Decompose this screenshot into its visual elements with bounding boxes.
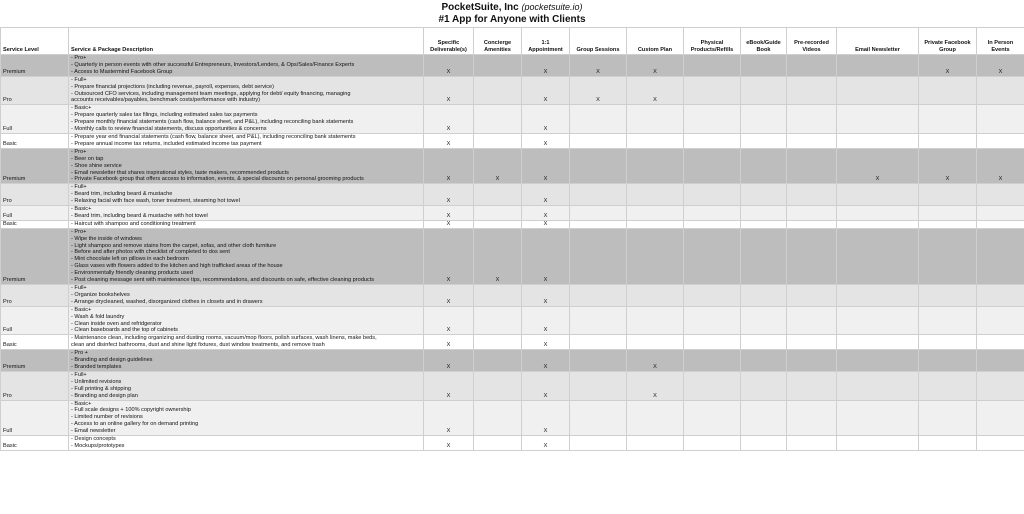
header-row — [1, 28, 1024, 55]
description-cell[interactable] — [69, 400, 424, 436]
description-line: - Prepare quarterly sales tax filings, including estimated sales tax payments — [71, 112, 258, 119]
description-line: - Full+ — [71, 371, 87, 378]
table-row — [1, 76, 1024, 105]
feature-mark-cell[interactable] — [741, 335, 787, 350]
feature-mark-cell[interactable] — [570, 371, 627, 400]
feature-mark-cell[interactable] — [474, 350, 522, 372]
feature-mark-cell[interactable] — [977, 133, 1024, 148]
feature-mark-cell[interactable] — [787, 228, 837, 284]
feature-mark-cell[interactable] — [684, 133, 741, 148]
feature-mark-cell[interactable] — [741, 76, 787, 105]
service-level-cell[interactable]: Basic — [1, 436, 69, 451]
service-level-cell[interactable]: Premium — [1, 148, 69, 184]
feature-mark-cell[interactable] — [627, 335, 684, 350]
description-cell[interactable] — [69, 285, 424, 307]
feature-mark-cell[interactable]: X — [522, 76, 570, 105]
description-line: - Limited number of revisions — [71, 414, 143, 421]
table-body — [1, 55, 1024, 451]
description-line: - Organize bookshelves — [71, 291, 130, 298]
feature-mark-cell[interactable] — [627, 436, 684, 451]
column-header[interactable]: Private Facebook Group — [919, 28, 977, 55]
description-cell[interactable] — [69, 105, 424, 134]
description-cell[interactable] — [69, 335, 424, 350]
table-row — [1, 148, 1024, 184]
description-line: - Shoe shine service — [71, 162, 122, 169]
feature-mark-cell[interactable]: X — [522, 206, 570, 221]
feature-mark-cell[interactable] — [977, 206, 1024, 221]
feature-mark-cell[interactable] — [570, 228, 627, 284]
table-row — [1, 306, 1024, 335]
feature-mark-cell[interactable] — [684, 148, 741, 184]
description-line: - Access to Mastermind Facebook Group — [71, 68, 173, 75]
description-cell[interactable] — [69, 350, 424, 372]
feature-mark-cell[interactable] — [741, 148, 787, 184]
feature-mark-cell[interactable]: X — [424, 400, 474, 436]
feature-mark-cell[interactable]: X — [522, 220, 570, 228]
feature-mark-cell[interactable] — [570, 220, 627, 228]
feature-mark-cell[interactable] — [837, 371, 919, 400]
service-level-cell[interactable]: Pro — [1, 76, 69, 105]
feature-mark-cell[interactable]: X — [522, 184, 570, 206]
table-row — [1, 335, 1024, 350]
feature-mark-cell[interactable] — [837, 206, 919, 221]
description-line: - Mint chocolate left on pillows in each bedroom — [71, 256, 189, 263]
feature-mark-cell[interactable]: X — [627, 350, 684, 372]
feature-mark-cell[interactable]: X — [522, 350, 570, 372]
feature-mark-cell[interactable] — [741, 306, 787, 335]
service-level-cell[interactable]: Pro — [1, 184, 69, 206]
feature-mark-cell[interactable] — [977, 228, 1024, 284]
description-line: - Design concepts — [71, 436, 116, 443]
feature-mark-cell[interactable] — [787, 105, 837, 134]
feature-mark-cell[interactable]: X — [570, 76, 627, 105]
feature-mark-cell[interactable] — [787, 350, 837, 372]
description-line: - Before and after photos with checklist of completed to dos sent — [71, 249, 230, 256]
feature-mark-cell[interactable]: X — [522, 133, 570, 148]
feature-mark-cell[interactable] — [474, 55, 522, 77]
feature-mark-cell[interactable]: X — [424, 105, 474, 134]
feature-mark-cell[interactable]: X — [522, 335, 570, 350]
feature-mark-cell[interactable] — [919, 371, 977, 400]
description-line: - Basic+ — [71, 105, 92, 112]
column-header[interactable]: Pre-recorded Videos — [787, 28, 837, 55]
feature-mark-cell[interactable] — [627, 105, 684, 134]
table-row — [1, 55, 1024, 77]
description-line: - Basic+ — [71, 306, 92, 313]
feature-mark-cell[interactable] — [919, 228, 977, 284]
feature-mark-cell[interactable] — [977, 220, 1024, 228]
feature-mark-cell[interactable] — [837, 400, 919, 436]
service-level-cell[interactable]: Basic — [1, 133, 69, 148]
feature-mark-cell[interactable] — [837, 306, 919, 335]
table-row — [1, 206, 1024, 221]
feature-mark-cell[interactable] — [741, 436, 787, 451]
feature-mark-cell[interactable] — [684, 285, 741, 307]
table-row — [1, 350, 1024, 372]
description-line: - Branding and design plan — [71, 392, 138, 399]
service-level-cell[interactable]: Full — [1, 306, 69, 335]
feature-mark-cell[interactable] — [627, 228, 684, 284]
feature-mark-cell[interactable] — [570, 350, 627, 372]
feature-mark-cell[interactable] — [919, 285, 977, 307]
feature-mark-cell[interactable] — [627, 306, 684, 335]
column-header[interactable]: Service & Package Description — [69, 28, 424, 55]
feature-mark-cell[interactable] — [684, 76, 741, 105]
description-line: - Beer on tap — [71, 155, 104, 162]
feature-mark-cell[interactable] — [919, 350, 977, 372]
feature-mark-cell[interactable] — [474, 371, 522, 400]
feature-mark-cell[interactable] — [627, 285, 684, 307]
company-name: PocketSuite, Inc — [441, 2, 519, 13]
table-row — [1, 184, 1024, 206]
feature-mark-cell[interactable]: X — [522, 306, 570, 335]
feature-mark-cell[interactable] — [570, 335, 627, 350]
feature-mark-cell[interactable] — [837, 184, 919, 206]
description-line: - Full+ — [71, 76, 87, 83]
description-line: - Outsourced CFO services, including management team meetings, applying for debt/ equity financing, managing — [71, 90, 351, 97]
feature-mark-cell[interactable] — [741, 105, 787, 134]
column-header[interactable]: In Person Events — [977, 28, 1024, 55]
description-cell[interactable] — [69, 371, 424, 400]
feature-mark-cell[interactable] — [837, 350, 919, 372]
feature-mark-cell[interactable] — [570, 133, 627, 148]
feature-mark-cell[interactable]: X — [424, 220, 474, 228]
feature-mark-cell[interactable]: X — [424, 55, 474, 77]
feature-mark-cell[interactable] — [570, 285, 627, 307]
feature-mark-cell[interactable] — [684, 436, 741, 451]
feature-mark-cell[interactable] — [627, 184, 684, 206]
feature-mark-cell[interactable] — [919, 76, 977, 105]
service-level-cell[interactable]: Premium — [1, 350, 69, 372]
feature-mark-cell[interactable]: X — [424, 335, 474, 350]
service-level-cell[interactable]: Pro — [1, 285, 69, 307]
feature-mark-cell[interactable] — [627, 206, 684, 221]
feature-mark-cell[interactable] — [627, 148, 684, 184]
feature-mark-cell[interactable]: X — [837, 148, 919, 184]
feature-mark-cell[interactable] — [741, 55, 787, 77]
description-cell[interactable] — [69, 184, 424, 206]
feature-mark-cell[interactable]: X — [424, 371, 474, 400]
feature-mark-cell[interactable] — [741, 228, 787, 284]
feature-mark-cell[interactable] — [741, 400, 787, 436]
feature-mark-cell[interactable]: X — [522, 285, 570, 307]
feature-mark-cell[interactable]: X — [522, 148, 570, 184]
description-cell[interactable] — [69, 220, 424, 228]
description-line: - Environmentally friendly cleaning products used — [71, 270, 193, 277]
column-header[interactable]: Service Level — [1, 28, 69, 55]
description-cell[interactable] — [69, 206, 424, 221]
column-header[interactable]: Physical Products/Refills — [684, 28, 741, 55]
feature-mark-cell[interactable] — [787, 400, 837, 436]
description-line: - Wipe the inside of windows — [71, 235, 142, 242]
feature-mark-cell[interactable]: X — [474, 228, 522, 284]
feature-mark-cell[interactable] — [919, 105, 977, 134]
description-line: - Branding and design guidelines — [71, 357, 153, 364]
feature-mark-cell[interactable] — [787, 220, 837, 228]
feature-mark-cell[interactable]: X — [424, 206, 474, 221]
feature-mark-cell[interactable]: X — [424, 306, 474, 335]
feature-mark-cell[interactable] — [787, 285, 837, 307]
feature-mark-cell[interactable] — [474, 105, 522, 134]
table-row — [1, 436, 1024, 451]
feature-mark-cell[interactable] — [787, 371, 837, 400]
company-url: (pocketsuite.io) — [521, 2, 583, 12]
service-level-cell[interactable]: Full — [1, 400, 69, 436]
feature-mark-cell[interactable] — [684, 184, 741, 206]
description-line: - Haircut with shampoo and conditioning treatment — [71, 220, 196, 227]
description-line: - Mockups/prototypes — [71, 442, 125, 449]
feature-mark-cell[interactable] — [627, 133, 684, 148]
service-table — [0, 27, 1024, 451]
feature-mark-cell[interactable] — [787, 335, 837, 350]
feature-mark-cell[interactable] — [787, 184, 837, 206]
feature-mark-cell[interactable] — [741, 220, 787, 228]
feature-mark-cell[interactable] — [919, 306, 977, 335]
feature-mark-cell[interactable] — [684, 400, 741, 436]
feature-mark-cell[interactable]: X — [570, 55, 627, 77]
feature-mark-cell[interactable] — [787, 133, 837, 148]
feature-mark-cell[interactable] — [684, 371, 741, 400]
feature-mark-cell[interactable] — [474, 220, 522, 228]
feature-mark-cell[interactable] — [627, 400, 684, 436]
feature-mark-cell[interactable] — [977, 184, 1024, 206]
feature-mark-cell[interactable] — [919, 184, 977, 206]
feature-mark-cell[interactable] — [741, 285, 787, 307]
feature-mark-cell[interactable] — [919, 133, 977, 148]
description-line: - Pro + — [71, 350, 88, 357]
service-level-cell[interactable]: Premium — [1, 228, 69, 284]
feature-mark-cell[interactable] — [977, 436, 1024, 451]
feature-mark-cell[interactable] — [570, 148, 627, 184]
feature-mark-cell[interactable] — [837, 133, 919, 148]
column-header[interactable]: Custom Plan — [627, 28, 684, 55]
description-line: - Beard trim, including beard & mustache with hot towel — [71, 212, 208, 219]
feature-mark-cell[interactable] — [570, 436, 627, 451]
page-title — [0, 2, 1024, 13]
table-row — [1, 228, 1024, 284]
feature-mark-cell[interactable]: X — [424, 184, 474, 206]
feature-mark-cell[interactable]: X — [424, 148, 474, 184]
page-subtitle: #1 App for Anyone with Clients — [438, 14, 586, 25]
feature-mark-cell[interactable]: X — [424, 228, 474, 284]
description-line: - Full+ — [71, 184, 87, 191]
feature-mark-cell[interactable] — [919, 220, 977, 228]
feature-mark-cell[interactable] — [787, 148, 837, 184]
feature-mark-cell[interactable] — [787, 206, 837, 221]
description-line: - Private Facebook group that offers access to information, events, & special discounts on personal grooming products — [71, 176, 364, 183]
description-line: - Full printing & shipping — [71, 385, 132, 392]
description-line: - Prepare annual income tax returns, included estimated income tax payment — [71, 140, 262, 147]
column-header[interactable]: 1:1 Appointment — [522, 28, 570, 55]
description-line: - Email newsletter — [71, 428, 116, 435]
table-row — [1, 105, 1024, 134]
table-row — [1, 400, 1024, 436]
description-line: - Pro+ — [71, 148, 87, 155]
feature-mark-cell[interactable] — [684, 335, 741, 350]
feature-mark-cell[interactable]: X — [522, 400, 570, 436]
feature-mark-cell[interactable]: X — [424, 350, 474, 372]
description-cell[interactable] — [69, 55, 424, 77]
description-line: - Full+ — [71, 285, 87, 291]
feature-mark-cell[interactable] — [570, 105, 627, 134]
feature-mark-cell[interactable] — [684, 206, 741, 221]
feature-mark-cell[interactable]: X — [627, 76, 684, 105]
description-cell[interactable] — [69, 76, 424, 105]
feature-mark-cell[interactable] — [474, 400, 522, 436]
feature-mark-cell[interactable] — [474, 436, 522, 451]
table-row — [1, 133, 1024, 148]
description-line: - Unlimited revisions — [71, 378, 122, 385]
description-line: - Post cleaning message sent with maintenance tips, recommendations, and discounts on safe, effective cleaning products — [71, 277, 375, 284]
column-header[interactable]: Group Sessions — [570, 28, 627, 55]
description-line: - Monthly calls to review financial statements, discuss opportunities & concerns — [71, 126, 267, 133]
feature-mark-cell[interactable] — [474, 306, 522, 335]
description-line: - Pro+ — [71, 228, 87, 235]
description-line: - Wash & fold laundry — [71, 313, 125, 320]
feature-mark-cell[interactable] — [570, 306, 627, 335]
description-cell[interactable] — [69, 133, 424, 148]
feature-mark-cell[interactable] — [977, 371, 1024, 400]
service-level-cell[interactable]: Full — [1, 105, 69, 134]
feature-mark-cell[interactable] — [684, 220, 741, 228]
description-line: - Quarterly in person events with other successful Entrepreneurs, Investors/Lenders, & Ops/Sales/Finance Experts — [71, 61, 355, 68]
description-line: - Prepare financial projections (including revenue, payroll, expenses, debt service) — [71, 83, 275, 90]
feature-mark-cell[interactable]: X — [522, 228, 570, 284]
column-header[interactable]: eBook/Guide Book — [741, 28, 787, 55]
description-line: - Basic+ — [71, 400, 92, 407]
service-level-cell[interactable]: Basic — [1, 220, 69, 228]
feature-mark-cell[interactable] — [919, 335, 977, 350]
description-line: - Clean inside oven and refridgerator — [71, 320, 162, 327]
feature-mark-cell[interactable]: X — [522, 55, 570, 77]
description-line: - Clean baseboards and the top of cabinets — [71, 327, 178, 334]
description-line: - Prepare year end financial statements (cash flow, balance sheet, and P&L), including reconciling bank statements — [71, 133, 356, 140]
description-line: accounts receivables/payables, benchmark costs/performance with industry) — [71, 97, 261, 104]
feature-mark-cell[interactable] — [741, 133, 787, 148]
feature-mark-cell[interactable] — [570, 400, 627, 436]
description-line: - Glass vases with flowers added to the kitchen and high trafficked areas of the house — [71, 263, 283, 270]
feature-mark-cell[interactable] — [741, 184, 787, 206]
feature-mark-cell[interactable] — [741, 206, 787, 221]
feature-mark-cell[interactable] — [570, 206, 627, 221]
description-line: - Basic+ — [71, 206, 92, 213]
feature-mark-cell[interactable]: X — [522, 371, 570, 400]
feature-mark-cell[interactable] — [977, 350, 1024, 372]
description-line: - Access to an online gallery for on demand printing — [71, 421, 199, 428]
feature-mark-cell[interactable] — [919, 206, 977, 221]
feature-mark-cell[interactable]: X — [424, 436, 474, 451]
feature-mark-cell[interactable] — [741, 371, 787, 400]
feature-mark-cell[interactable]: X — [919, 148, 977, 184]
service-level-cell[interactable]: Pro — [1, 371, 69, 400]
feature-mark-cell[interactable] — [977, 400, 1024, 436]
feature-mark-cell[interactable] — [474, 206, 522, 221]
feature-mark-cell[interactable] — [977, 335, 1024, 350]
feature-mark-cell[interactable]: X — [522, 105, 570, 134]
feature-mark-cell[interactable] — [684, 306, 741, 335]
feature-mark-cell[interactable]: X — [474, 148, 522, 184]
feature-mark-cell[interactable] — [837, 220, 919, 228]
description-cell[interactable] — [69, 306, 424, 335]
feature-mark-cell[interactable] — [741, 350, 787, 372]
description-line: - Pro+ — [71, 55, 87, 61]
feature-mark-cell[interactable] — [474, 76, 522, 105]
feature-mark-cell[interactable] — [837, 436, 919, 451]
feature-mark-cell[interactable] — [919, 436, 977, 451]
feature-mark-cell[interactable] — [837, 76, 919, 105]
feature-mark-cell[interactable] — [627, 220, 684, 228]
feature-mark-cell[interactable] — [977, 306, 1024, 335]
feature-mark-cell[interactable]: X — [424, 133, 474, 148]
description-line: - Light shampoo and remove stains from the carpet, sofas, and other cloth furniture — [71, 242, 277, 249]
feature-mark-cell[interactable] — [570, 184, 627, 206]
description-line: - Prepare monthly financial statements (cash flow, balance sheet, and P&L), including reconciling bank statements — [71, 119, 354, 126]
feature-mark-cell[interactable]: X — [424, 76, 474, 105]
service-level-cell[interactable]: Basic — [1, 335, 69, 350]
column-header[interactable]: Email Newsletter — [837, 28, 919, 55]
feature-mark-cell[interactable] — [977, 105, 1024, 134]
description-line: - Branded templates — [71, 363, 122, 370]
description-line: - Arrange drycleaned, washed, disorganized clothes in closets and in drawers — [71, 298, 263, 305]
feature-mark-cell[interactable] — [837, 228, 919, 284]
feature-mark-cell[interactable] — [684, 228, 741, 284]
description-line: - Relaxing facial with face wash, toner treatment, steaming hot towel — [71, 198, 240, 205]
feature-mark-cell[interactable] — [684, 55, 741, 77]
feature-mark-cell[interactable] — [977, 285, 1024, 307]
feature-mark-cell[interactable] — [474, 184, 522, 206]
feature-mark-cell[interactable] — [787, 55, 837, 77]
feature-mark-cell[interactable] — [977, 76, 1024, 105]
feature-mark-cell[interactable]: X — [977, 148, 1024, 184]
column-header[interactable]: Specific Deliverable(s) — [424, 28, 474, 55]
feature-mark-cell[interactable]: X — [424, 285, 474, 307]
table-row — [1, 371, 1024, 400]
feature-mark-cell[interactable]: X — [522, 436, 570, 451]
feature-mark-cell[interactable] — [474, 133, 522, 148]
description-cell[interactable] — [69, 228, 424, 284]
feature-mark-cell[interactable] — [474, 335, 522, 350]
feature-mark-cell[interactable] — [684, 350, 741, 372]
service-level-cell[interactable]: Full — [1, 206, 69, 221]
feature-mark-cell[interactable] — [787, 306, 837, 335]
description-cell[interactable] — [69, 436, 424, 451]
feature-mark-cell[interactable] — [837, 105, 919, 134]
description-line: - Full scale designs + 100% copyright ownership — [71, 407, 191, 414]
feature-mark-cell[interactable]: X — [627, 371, 684, 400]
feature-mark-cell[interactable] — [837, 335, 919, 350]
feature-mark-cell[interactable] — [474, 285, 522, 307]
service-level-cell[interactable]: Premium — [1, 55, 69, 77]
description-line: - Beard trim, including beard & mustache — [71, 191, 173, 198]
column-header[interactable]: Concierge Amenities — [474, 28, 522, 55]
feature-mark-cell[interactable] — [837, 285, 919, 307]
feature-mark-cell[interactable] — [787, 76, 837, 105]
feature-mark-cell[interactable] — [837, 55, 919, 77]
description-line: - Email newsletter that shares inspirational styles, taste makers, recommended products — [71, 169, 289, 176]
feature-mark-cell[interactable]: X — [919, 55, 977, 77]
feature-mark-cell[interactable] — [684, 105, 741, 134]
feature-mark-cell[interactable]: X — [627, 55, 684, 77]
feature-mark-cell[interactable] — [919, 400, 977, 436]
feature-mark-cell[interactable] — [787, 436, 837, 451]
table-row — [1, 220, 1024, 228]
description-line: - Maintenance clean, including organizing and dusting rooms, vacuum/mop floors, polish surfaces, wash linens, make beds, — [71, 335, 377, 342]
description-line: clean and disinfect bathrooms, dust and shine light fixtures, dust window treatments, and remove trash — [71, 342, 325, 349]
feature-mark-cell[interactable]: X — [977, 55, 1024, 77]
description-cell[interactable] — [69, 148, 424, 184]
table-row — [1, 285, 1024, 307]
